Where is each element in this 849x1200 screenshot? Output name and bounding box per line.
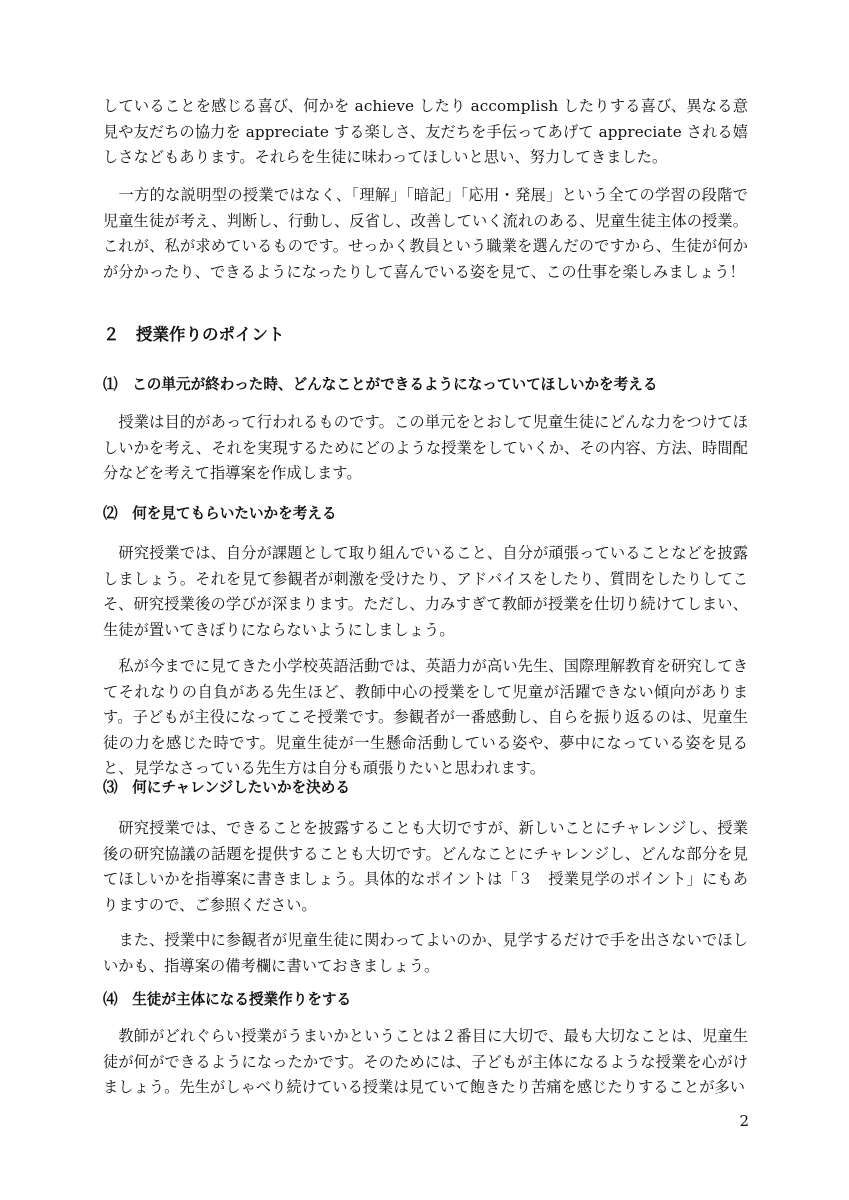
subsection-1-paragraph-1: 授業は目的があって行われるものです。この単元をとおして児童生徒にどんな力をつけてほしいかを考え、それを実現するためにどのような授業をしていくか、その内容、方法、時間配分などを考えて指導案を作成します。 (103, 413, 748, 482)
intro-paragraph-2: 一方的な説明型の授業ではなく、「理解」「暗記」「応用・発展」という全ての学習の段階で児童生徒が考え、判断し、行動し、反省し、改善していく流れのある、児童生徒主体の授業。これが、私が求めているものです。せっかく教員という職業を選んだのですから、生徒が何かが分かったり、できるようになったりして喜んでいる姿を見て、この仕事を楽しみましょう！ (103, 186, 748, 281)
subsection-2-paragraph-1: 研究授業では、自分が課題として取り組んでいること、自分が頑張っていることなどを披露しましょう。それを見て参観者が刺激を受けたり、アドバイスをしたり、質問をしたりしてこそ、研究授業後の学びが深まります。ただし、力みすぎて教師が授業を仕切り続けてしまい、生徒が置いてきぼりにならないようにしましょう。 (103, 544, 748, 639)
subsection-heading-3: ⑶ 何にチャレンジしたいかを決める (103, 779, 350, 796)
subsection-heading-4: ⑷ 生徒が主体になる授業作りをする (103, 991, 352, 1008)
subsection-3-paragraph-2: また、授業中に参観者が児童生徒に関わってよいのか、見学するだけで手を出さないでほしいかも、指導案の備考欄に書いておきましょう。 (103, 931, 748, 975)
section-heading: ２ 授業作りのポイント (103, 325, 285, 344)
page-number: 2 (739, 1112, 749, 1130)
subsection-3-paragraph-1: 研究授業では、できることを披露することも大切ですが、新しいことにチャレンジし、授業後の研究協議の話題を提供することも大切です。どんなことにチャレンジし、どんな部分を見てほしいかを指導案に書きましょう。具体的なポイントは「３ 授業見学のポイント」にもありますので、ご参照ください。 (103, 819, 748, 914)
subsection-heading-2: ⑵ 何を見てもらいたいかを考える (103, 505, 337, 522)
subsection-2-paragraph-2: 私が今までに見てきた小学校英語活動では、英語力が高い先生、国際理解教育を研究してきてそれなりの自負がある先生ほど、教師中心の授業をして児童が活躍できない傾向があります。子どもが主役になってこそ授業です。参観者が一番感動し、自らを振り返るのは、児童生徒の力を感じた時です。児童生徒が一生懸命活動している姿や、夢中になっている姿を見ると、見学なさっている先生方は自分も頑張りたいと思われます。 (103, 657, 748, 777)
subsection-heading-1: ⑴ この単元が終わった時、どんなことができるようになっていてほしいかを考える (103, 376, 658, 393)
subsection-4-paragraph-1: 教師がどれぐらい授業がうまいかということは２番目に大切で、最も大切なことは、児童生徒が何ができるようになったかです。そのためには、子どもが主体になるような授業を心がけましょう。先生がしゃべり続けている授業は見ていて飽きたり苦痛を感じたりすることが多い (103, 1027, 748, 1096)
intro-paragraph-1: していることを感じる喜び、何かを achieve したり accomplish したりする喜び、異なる意見や友だちの協力を appreciate する楽しさ、友だちを手伝ってあげて appreciate される嬉しさなどもあります。それらを生徒に味わってほしいと思い、努力してきました。 (103, 97, 748, 166)
